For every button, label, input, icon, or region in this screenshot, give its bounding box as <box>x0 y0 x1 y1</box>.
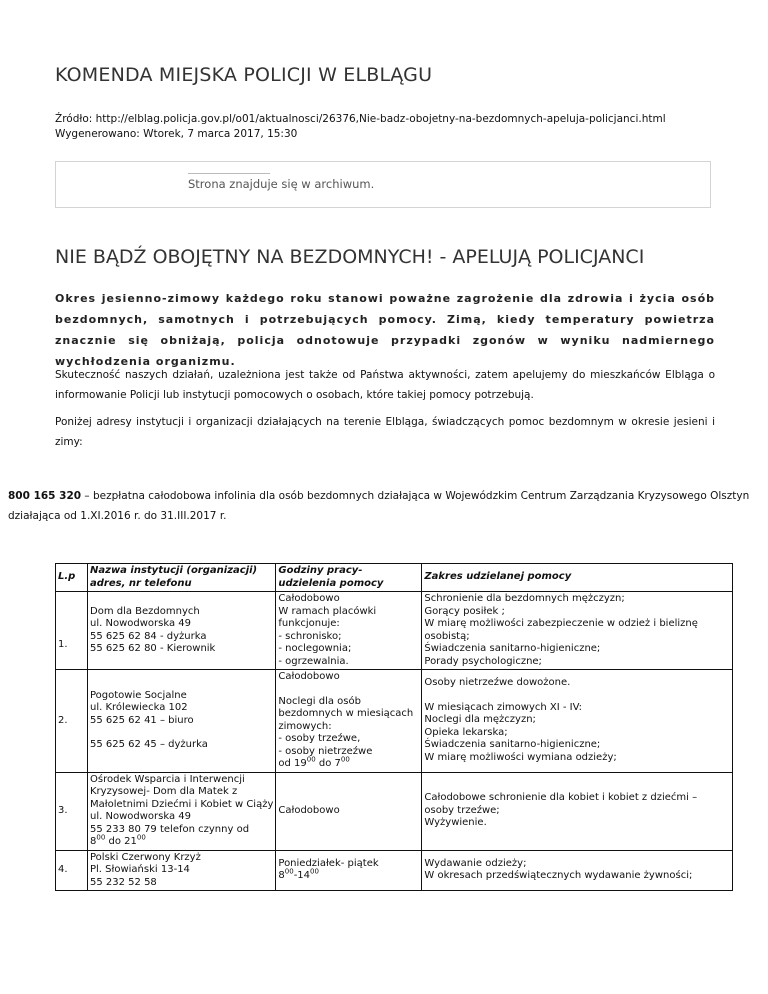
generated-date: Wygenerowano: Wtorek, 7 marca 2017, 15:30 <box>55 128 298 140</box>
institution-cell <box>88 772 276 850</box>
archive-divider <box>188 173 270 174</box>
hours-time: $8^{00}-14^{00}$ <box>278 867 319 882</box>
name-line: Kryzysowej- Dom dla Matek z <box>90 786 238 797</box>
header-scope: Zakres udzielanej pomocy <box>422 564 733 592</box>
scope-line: Wydawanie odzieży; <box>424 857 527 869</box>
scope-cell <box>422 592 733 670</box>
scope-line: Świadczenia sanitarno-higieniczne; <box>424 643 601 654</box>
row-number: 4. <box>56 850 88 891</box>
document-meta <box>55 112 666 142</box>
hours-line: Całodobowo <box>278 671 340 682</box>
name-line: 55 625 62 45 – dyżurka <box>90 739 208 751</box>
hours-line: funkcjonuje: <box>278 618 340 629</box>
archive-notice: Strona znajduje się w archiwum. <box>188 177 375 191</box>
name-line: 55 625 62 84 - dyżurka <box>90 630 207 642</box>
scope-cell <box>422 850 733 891</box>
page-title: NIE BĄDŹ OBOJĘTNY NA BEZDOMNYCH! - APELUJĄ POLICJANCI <box>55 246 645 268</box>
hotline-paragraph <box>8 486 763 526</box>
scope-line: Noclegi dla mężczyzn; <box>424 714 536 726</box>
table-row <box>56 772 733 850</box>
row-number: 3. <box>56 772 88 850</box>
hours-line: W ramach placówki <box>278 605 377 617</box>
hours-cell <box>276 592 422 670</box>
scope-line: Opieka lekarska; <box>424 726 508 738</box>
source-url: Źródło: http://elblag.policja.gov.pl/o01/aktualnosci/26376,Nie-badz-obojetny-na-bezdomnych-apeluja-policjanci.html <box>55 113 666 125</box>
article-lead: Okres jesienno-zimowy każdego roku stanowi poważne zagrożenie dla zdrowia i życia osób bezdomnych, samotnych i potrzebujących pomocy. Zimą, kiedy temperatury powietrza znacznie się obniżają, policja odnotowuje przypadki zgonów w wyniku nadmiernego wychłodzenia organizmu. <box>55 292 715 368</box>
hours-line: - schronisko; <box>278 630 342 642</box>
article-paragraph-2: Poniżej adresy instytucji i organizacji działających na terenie Elbląga, świadczących pomoc bezdomnym w okresie jesieni i zimy: <box>55 416 715 448</box>
scope-line: Porady psychologiczne; <box>424 655 542 667</box>
institution-cell <box>88 850 276 891</box>
hotline-number: 800 165 320 <box>8 490 82 502</box>
institutions-table <box>55 563 733 891</box>
name-line: 55 625 62 41 – biuro <box>90 714 194 726</box>
scope-spacer <box>424 690 730 702</box>
scope-line: Gorący posiłek ; <box>424 605 505 617</box>
header-lp: L.p <box>56 564 88 592</box>
site-title: KOMENDA MIEJSKA POLICJI W ELBLĄGU <box>55 64 433 86</box>
name-line: ul. Nowodworska 49 <box>90 618 191 629</box>
hours-line: - noclegownia; <box>278 643 352 654</box>
name-line: ul. Nowodworska 49 <box>90 811 191 822</box>
name-line: ul. Królewiecka 102 <box>90 702 188 714</box>
scope-line: Świadczenia sanitarno-higieniczne; <box>424 739 601 751</box>
hours-cell <box>276 772 422 850</box>
scope-line: osobistą; <box>424 630 470 642</box>
scope-line: Wyżywienie. <box>424 817 487 829</box>
name-time: $8^{00}$ do $21^{00}$ <box>90 833 146 847</box>
table-row <box>56 850 733 891</box>
scope-line: Całodobowe schronienie dla kobiet i kobiet z dziećmi – <box>424 792 698 804</box>
header-name: Nazwa instytucji (organizacji) adres, nr telefonu <box>88 564 276 592</box>
scope-line: osoby trzeźwe; <box>424 804 500 816</box>
row-number: 1. <box>56 592 88 670</box>
hours-line: zimowych: <box>278 720 332 732</box>
archive-notice-box <box>55 161 711 208</box>
scope-line: W miarę możliwości wymiana odzieży; <box>424 751 617 763</box>
name-spacer <box>90 727 273 739</box>
hours-line: - ogrzewalnia. <box>278 655 349 667</box>
hours-line: Całodobowo <box>278 593 340 604</box>
row-number: 2. <box>56 670 88 773</box>
name-line: Małoletnimi Dziećmi i Kobiet w Ciąży <box>90 798 274 810</box>
hotline-text: – bezpłatna całodobowa infolinia dla osób bezdomnych działająca w Wojewódzkim Centrum Zarządzania Kryzysowego Olsztyn działająca od 1.XI.2016 r. do 31.III.2017 r. <box>8 490 750 522</box>
hours-line: - osoby nietrzeźwe <box>278 745 373 757</box>
name-line: 55 233 80 79 telefon czynny od <box>90 823 250 835</box>
hours-spacer <box>278 684 419 696</box>
scope-line: W okresach przedświątecznych wydawanie żywności; <box>424 870 693 882</box>
hours-cell <box>276 850 422 891</box>
name-line: Dom dla Bezdomnych <box>90 605 200 617</box>
scope-line: Osoby nietrzeźwe dowożone. <box>424 677 571 689</box>
name-line: Polski Czerwony Krzyż <box>90 851 201 863</box>
table-row <box>56 670 733 773</box>
scope-line: Schronienie dla bezdomnych mężczyzn; <box>424 593 625 604</box>
table-row <box>56 592 733 670</box>
hours-line: - osoby trzeźwe, <box>278 733 361 744</box>
institution-cell <box>88 592 276 670</box>
scope-cell <box>422 772 733 850</box>
name-line: Pogotowie Socjalne <box>90 689 187 701</box>
scope-line: W miesiącach zimowych XI - IV: <box>424 701 582 713</box>
hours-cell <box>276 670 422 773</box>
hours-line: Całodobowo <box>278 804 340 816</box>
header-hours: Godziny pracy-udzielenia pomocy <box>276 564 422 592</box>
hours-line: Noclegi dla osób <box>278 695 361 707</box>
name-line: 55 232 52 58 <box>90 876 157 888</box>
hours-time: od $19^{00}$ do $7^{00}$ <box>278 755 350 769</box>
article-paragraph-1: Skuteczność naszych działań, uzależniona jest także od Państwa aktywności, zatem apelujemy do mieszkańców Elbląga o informowanie Policji lub instytucji pomocowych o osobach, które takiej pomocy potrzebują. <box>55 369 715 401</box>
hours-line: Poniedziałek- piątek <box>278 857 379 869</box>
scope-line: W miarę możliwości zabezpieczenie w odzież i bieliznę <box>424 618 698 629</box>
institution-cell <box>88 670 276 773</box>
scope-cell <box>422 670 733 773</box>
name-line: Pl. Słowiański 13-14 <box>90 864 190 875</box>
name-line: Ośrodek Wsparcia i Interwencji <box>90 773 245 785</box>
table-header-row <box>56 564 733 592</box>
name-line: 55 625 62 80 - Kierownik <box>90 643 216 654</box>
hours-line: bezdomnych w miesiącach <box>278 708 414 719</box>
